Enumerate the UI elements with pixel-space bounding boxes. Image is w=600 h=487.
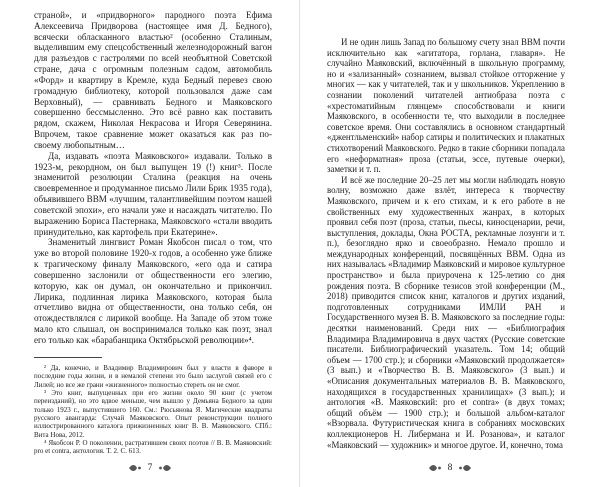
page-number-right — [410, 461, 490, 475]
footnotes — [34, 364, 272, 456]
fleuron-icon — [428, 463, 442, 473]
page-number-left — [110, 461, 190, 475]
paragraph: И всё же последние 20–25 лет мы могли наблюдать новую волну, возможно даже взлёт, интереса к творчеству Маяковского, причем и к его стихам, и к его работе в не свойственных ему художественных жанрах, в которых проявил себя поэт (проза, статьи, пьесы, киносценарии, речи, выступления, доклады, Окна РОСТА, рекламные лозунги и т. п.), безоглядно ярко и своеобразно. Немало прошло и международных конференций, посвящённых ВВМ. Одна из них называлась «Владимир Маяковский и мировое культурное пространство» и была приурочена к 125-летию со дня рождения поэта. В сборнике тезисов этой конференции (М., 2018) приводится список книг, каталогов и других изданий, подготовленных сотрудниками ИМЛИ РАН и Государственного музея В. В. Маяковского за последние годы: десятки наименований. Среди них — «Библиография Владимира Владимировича в двух частях (Русские советские писатели. Библиографический указатель. Том 14; общий объем — 1700 стр.); и сборники «Маяковский продолжается» (3 вып.) и «Творчество В. В. Маяковского» (3 вып.) и «Описания документальных материалов В. В. Маяковского, находящихся в государственных хранилищах» (3 вып.); и антология «В. Маяковский: pro et contra» (в двух томах; общий объём — 1900 стр.); и большой альбом-каталог «Взорвала. Футуристическая книга в собраниях московских коллекционеров Н. Либермана и И. Розанова», и каталог «Маяковский — художник» и многое другое. И, конечно, тома — [327, 174, 565, 450]
page-number: 8 — [447, 463, 453, 473]
paragraph: Да, издавать «поэта Маяковского» издавали. Только в 1923-м, рекордном, он был выпущен 19 (!) книг³. После знаменитой резолюции Сталина (реакция на очень своевременное и продуманное письмо Лили Брик 1935 года), объявившего ВВМ «лучшим, талантливейшим поэтом нашей советской эпохи», его начали уже и насаждать читателю. По выражению Бориса Пастернака, Маяковского «стали вводить принудительно, как картофель при Екатерине». — [34, 150, 272, 237]
left-page-body — [34, 10, 272, 346]
page-number: 7 — [147, 463, 153, 473]
footnote-separator — [34, 357, 102, 358]
fleuron-icon — [128, 463, 142, 473]
footnote: ³ Это книг, выпущенных при его жизни около 90 книг (с учетом переизданий), но это вдвое меньше, чем вышло у Демьяна Бедного за один только 1923 г., выпустившего 160. См.: Рюсьянова Я. Магические квадраты русского авангарда: Случай Маяковского. Опыт реконструкции полного иллюстрированного каталога прижизненных книг В. В. Маяковского. СПб.: Вита Нова, 2012. — [34, 388, 272, 439]
footnote: ⁴ Якобсон Р. О поколении, растратившем своих поэтов // В. В. Маяковский: pro et contra, антология. Т. 2. С. 613. — [34, 438, 272, 456]
paragraph: Знаменитый лингвист Роман Якобсон писал о том, что уже во второй половине 1920-х годов, а особенно уже ближе к трагическому финалу Маяковского, «его ода и сатира совершенно заслонили от общественности его элегию, которую, как он думал, он окончательно и прикончил. Лирика, подлинная лирика Маяковского, которая была отчетливо видна от общественности, она только себя, он отождествлялся с лирикой вообще. На Западе об этом тоже мало кто слышал, он воспринимался только как поэт, знал его только как «барабанщика Октябрьской революции»⁴. — [34, 237, 272, 345]
footnote: ² Да, конечно, и Владимир Владимирович был у власти в фаворе в последние годы жизни, и в немалой степени это было заслугой связей его с Лилей; но все же грани «жизненного» полностью стереть он не смог. — [34, 364, 272, 389]
right-page-body — [327, 37, 565, 450]
fleuron-icon — [158, 463, 172, 473]
fleuron-icon — [458, 463, 472, 473]
paragraph: И не один лишь Запад по большому счету знал ВВМ почти исключительно как «агитатора, горлана, главаря». Не случайно Маяковский, включённый в школьную программу, но и «зализанный» сознанием, вызвал стойкое отторжение у многих — как у читателей, так и у школьников. Укреплению в сознании поколений читателей антиобраза поэта с «хрестоматийным глянцем» способствовали и книги Маяковского, в особенности те, что выходили в последнее советское время. Они составлялись в основном стандартный «джентльменский» набор сатиры и политических и плакатных стихотворений Маяковского. Редко в такие сборники попадала его «неформатная» проза (статьи, эссе, путевые очерки), заметки и т. п. — [327, 37, 565, 175]
paragraph: страной», и «придворного» пародного поэта Ефима Алексеевича Придворова (настоящее имя Д. Бедного), всячески обласканного властью² (особенно Сталиным, выделившим ему спецсобственный железнодорожный вагон для разъездов с гастролями по всей необъятной Советской стране, дача с огромным полезным садом, автомобиль «Форд» и квартиру в Кремле, куда Бедный перевез свою громадную библиотеку, которой пользовался даже сам Верховный), — сравнивать Бедного и Маяковского совершенно бессмысленно. Это всё равно как поставить рядом, скажем, Николая Некрасова и Игоря Северянина. Впрочем, такое сравнение может оказаться как раз по-своему любопытным… — [34, 10, 272, 150]
